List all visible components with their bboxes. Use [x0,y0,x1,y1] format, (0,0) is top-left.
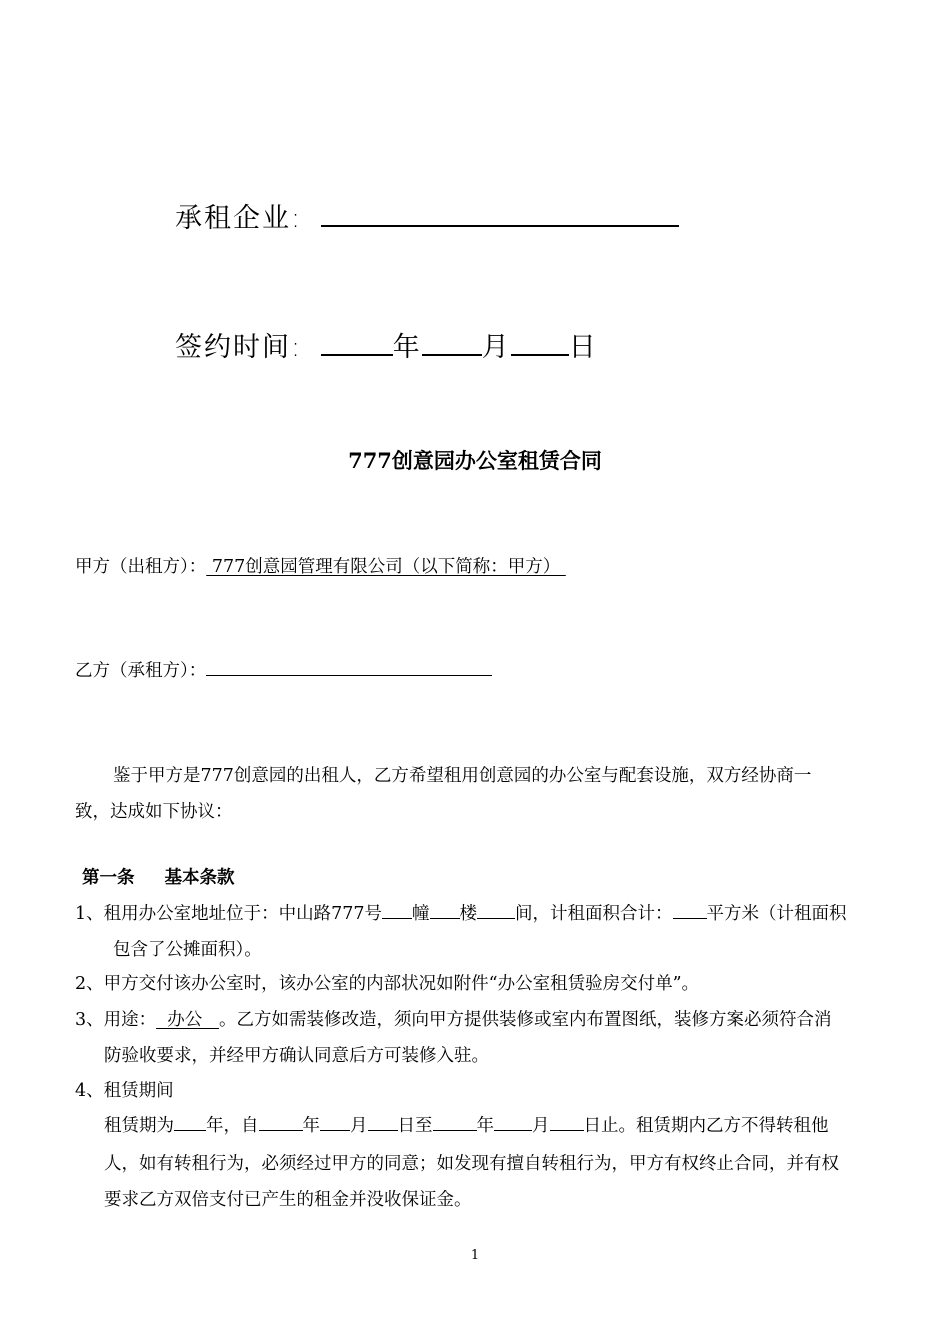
start-year-blank [259,1112,303,1131]
year-label: 年 [392,332,422,363]
year-blank [321,328,393,356]
day-label: 日 [568,332,598,363]
page-number: 1 [470,1248,480,1263]
preamble-line-1: 鉴于甲方是777创意园的出租人，乙方希望租用创意园的办公室与配套设施，双方经协商一 [113,766,812,786]
item-3-line-2: 防验收要求，并经甲方确认同意后方可装修入驻。 [104,1046,489,1066]
article-1-number: 第一条 [82,868,135,888]
end-month-blank [494,1112,532,1131]
month-label: 月 [481,332,511,363]
term-years-blank [174,1112,206,1131]
end-day-blank [550,1112,584,1131]
area-blank [673,900,707,919]
floor-blank [430,900,460,919]
preamble-line-2: 致，达成如下协议： [75,802,233,822]
party-b [75,657,492,682]
item-3-text: 。乙方如需装修改造，须向甲方提供装修或室内布置图纸，装修方案必须符合消 [218,1010,832,1030]
start-year-label: 年 [302,1116,320,1136]
end-year-label: 年 [476,1116,494,1136]
day-blank [511,328,569,356]
end-year-blank [433,1112,477,1131]
party-a [75,553,566,578]
article-1-heading [82,864,235,889]
item-4-line-1 [104,1112,829,1137]
article-1-title: 基本条款 [164,868,235,888]
month-blank [422,328,482,356]
tenant-line [175,196,679,235]
contract-title: 777创意园办公室租赁合同 [348,448,602,473]
sign-date-line [175,325,598,364]
lease-from-label: 年，自 [206,1116,259,1136]
party-b-blank [206,657,492,676]
item-3-use: 办公 [156,1010,219,1030]
item-3 [75,1006,831,1031]
party-a-label: 甲方（出租方）： [75,557,207,577]
item-1 [75,900,847,925]
item-1-floor: 楼 [459,904,478,924]
item-4-line-3: 要求乙方双倍支付已产生的租金并没收保证金。 [104,1190,472,1210]
item-4-line-2: 人，如有转租行为，必须经过甲方的同意；如发现有擅自转租行为，甲方有权终止合同，并有权 [104,1154,839,1174]
party-b-label: 乙方（承租方）： [75,661,207,681]
item-1-address: 1、租用办公室地址位于：中山路777号 [75,904,383,924]
item-1-line-2: 包含了公摊面积）。 [113,940,262,960]
tenant-label: 承租企业: [175,203,303,234]
end-day-label: 日止。租赁期内乙方不得转租他 [583,1116,829,1136]
item-2: 2、甲方交付该办公室时，该办公室的内部状况如附件“办公室租赁验房交付单”。 [75,974,700,994]
start-month-blank [320,1112,350,1131]
item-3-label: 3、用途： [75,1010,157,1030]
start-day-label: 日至 [397,1116,433,1136]
sign-label: 签约时间: [175,332,303,363]
item-4: 4、租赁期间 [75,1081,174,1101]
item-1-area: 间，计租面积合计： [515,904,673,924]
start-month-label: 月 [350,1116,368,1136]
tenant-blank [321,199,679,227]
room-blank [477,900,515,919]
item-1-building: 幢 [412,904,430,924]
party-a-value: 777创意园管理有限公司（以下简称：甲方） [206,557,566,577]
lease-term-label: 租赁期为 [104,1116,174,1136]
start-day-blank [368,1112,398,1131]
building-blank [382,900,412,919]
item-1-unit: 平方米（计租面积 [706,904,847,924]
end-month-label: 月 [532,1116,550,1136]
